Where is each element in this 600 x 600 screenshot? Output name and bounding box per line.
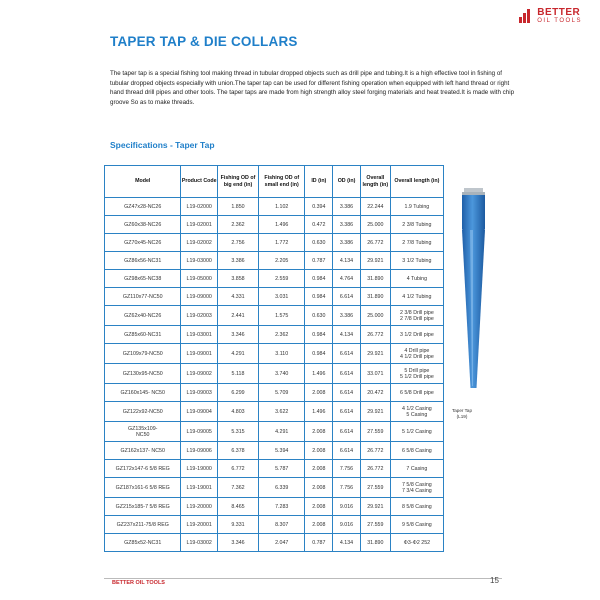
table-cell: GZ237x211-75/8 REG	[105, 516, 181, 534]
table-row	[105, 442, 444, 460]
table-cell: 2.362	[217, 216, 258, 234]
table-cell: 6.614	[333, 288, 361, 306]
table-cell: 3.346	[217, 534, 258, 552]
table-cell: 26.772	[360, 234, 390, 252]
footer-divider	[104, 578, 502, 579]
table-row	[105, 306, 444, 326]
table-cell: 2.008	[305, 422, 333, 442]
column-header: Model	[105, 166, 181, 198]
table-cell: 4.291	[217, 344, 258, 364]
table-cell: L19-05000	[181, 270, 218, 288]
table-row	[105, 364, 444, 384]
table-cell: GZ187x161-6 5/8 REG	[105, 478, 181, 498]
table-cell: 4 1/2 Tubing	[390, 288, 443, 306]
table-cell: 3.386	[333, 216, 361, 234]
column-header: ID (in)	[305, 166, 333, 198]
spec-title: Specifications - Taper Tap	[110, 140, 215, 150]
table-row	[105, 234, 444, 252]
table-cell: L19-02001	[181, 216, 218, 234]
table-cell: 29.921	[360, 252, 390, 270]
table-cell: 6.614	[333, 402, 361, 422]
table-cell: Φ3-Φ2 252	[390, 534, 443, 552]
table-cell: GZ85x60-NC31	[105, 326, 181, 344]
table-cell: 4.134	[333, 534, 361, 552]
table-cell: 5.787	[258, 460, 305, 478]
table-cell: L19-09002	[181, 364, 218, 384]
table-cell: 1.496	[305, 402, 333, 422]
table-cell: 3.110	[258, 344, 305, 364]
table-cell: 2.008	[305, 384, 333, 402]
table-cell: 3.386	[333, 306, 361, 326]
table-cell: 8.307	[258, 516, 305, 534]
table-cell: 6.299	[217, 384, 258, 402]
table-cell: 1.772	[258, 234, 305, 252]
table-cell: 6.614	[333, 442, 361, 460]
table-cell: 4 1/2 Casing 5 Casing	[390, 402, 443, 422]
table-cell: 0.984	[305, 270, 333, 288]
table-cell: 8 5/8 Casing	[390, 498, 443, 516]
table-row	[105, 288, 444, 306]
table-cell: 0.630	[305, 234, 333, 252]
table-row	[105, 326, 444, 344]
brand-logo	[519, 8, 582, 24]
table-cell: 2.008	[305, 516, 333, 534]
table-cell: 2.047	[258, 534, 305, 552]
page-title: TAPER TAP & DIE COLLARS	[110, 34, 298, 49]
table-cell: 7.756	[333, 478, 361, 498]
table-cell: 7.362	[217, 478, 258, 498]
table-cell: GZ98x65-NC38	[105, 270, 181, 288]
table-cell: 2 3/8 Drill pipe 2 7/8 Drill pipe	[390, 306, 443, 326]
table-cell: GZ110x77-NC50	[105, 288, 181, 306]
table-cell: 4.803	[217, 402, 258, 422]
table-cell: 7.283	[258, 498, 305, 516]
table-cell: 0.984	[305, 326, 333, 344]
table-cell: 3.386	[333, 234, 361, 252]
table-cell: 2.362	[258, 326, 305, 344]
table-row	[105, 384, 444, 402]
table-cell: 29.921	[360, 498, 390, 516]
table-cell: 22.244	[360, 198, 390, 216]
table-cell: 0.630	[305, 306, 333, 326]
table-cell: 7 5/8 Casing 7 3/4 Casing	[390, 478, 443, 498]
table-cell: 26.772	[360, 326, 390, 344]
table-cell: 6.614	[333, 364, 361, 384]
table-cell: L19-09005	[181, 422, 218, 442]
table-cell: L19-02003	[181, 306, 218, 326]
table-cell: 5.394	[258, 442, 305, 460]
table-row	[105, 216, 444, 234]
table-cell: L19-19001	[181, 478, 218, 498]
table-row	[105, 534, 444, 552]
table-cell: L19-09004	[181, 402, 218, 422]
table-cell: GZ122x92-NC50	[105, 402, 181, 422]
table-cell: GZ62x40-NC26	[105, 306, 181, 326]
table-cell: GZ109x79-NC50	[105, 344, 181, 364]
table-cell: 6.772	[217, 460, 258, 478]
intro-paragraph: The taper tap is a special fishing tool making thread in tubular dropped objects such as drill pipe and tubing.It is a high effective tool in fishing of tubular dropped objects especially with union.The taper tap can be used for different fishing operation when equipped with left hand thread or right hand thread drill pipes and other tools. The taper taps are made from high strength alloy steel forging materials and heat treated.It is made with chip groove So as to make threads.	[110, 70, 515, 106]
table-cell: 1.575	[258, 306, 305, 326]
table-cell: 7.756	[333, 460, 361, 478]
table-cell: 6 5/8 Casing	[390, 442, 443, 460]
table-cell: 0.394	[305, 198, 333, 216]
table-cell: 3.346	[217, 326, 258, 344]
page-number: 15	[490, 576, 499, 585]
brand-name: BETTER	[537, 7, 581, 18]
column-header: Overall length (in)	[390, 166, 443, 198]
table-cell: 3.386	[333, 198, 361, 216]
table-row	[105, 402, 444, 422]
table-row	[105, 498, 444, 516]
table-cell: 9 5/8 Casing	[390, 516, 443, 534]
table-cell: 0.984	[305, 288, 333, 306]
brand-sub: OIL TOOLS	[537, 18, 582, 24]
table-cell: 5 1/2 Casing	[390, 422, 443, 442]
table-cell: 5 Drill pipe 5 1/2 Drill pipe	[390, 364, 443, 384]
table-row	[105, 478, 444, 498]
table-cell: 3 1/2 Drill pipe	[390, 326, 443, 344]
table-cell: 4.291	[258, 422, 305, 442]
table-cell: L19-02002	[181, 234, 218, 252]
table-cell: 29.921	[360, 402, 390, 422]
table-cell: 3 1/2 Tubing	[390, 252, 443, 270]
table-cell: 25.000	[360, 306, 390, 326]
table-cell: L19-20001	[181, 516, 218, 534]
table-cell: 0.472	[305, 216, 333, 234]
table-cell: 8.465	[217, 498, 258, 516]
table-cell: GZ172x147-6 5/8 REG	[105, 460, 181, 478]
table-cell: 33.071	[360, 364, 390, 384]
table-cell: GZ215x185-7 5/8 REG	[105, 498, 181, 516]
column-header: Product Code	[181, 166, 218, 198]
table-cell: 3.386	[217, 252, 258, 270]
table-row	[105, 344, 444, 364]
table-cell: 9.016	[333, 516, 361, 534]
table-cell: GZ160x145- NC50	[105, 384, 181, 402]
table-cell: L19-09003	[181, 384, 218, 402]
column-header: Overall length (in)	[360, 166, 390, 198]
table-cell: 4.134	[333, 326, 361, 344]
table-cell: 3.740	[258, 364, 305, 384]
table-cell: 31.890	[360, 534, 390, 552]
table-row	[105, 198, 444, 216]
table-cell: L19-02000	[181, 198, 218, 216]
table-cell: 27.559	[360, 516, 390, 534]
table-cell: 1.850	[217, 198, 258, 216]
column-header: OD (in)	[333, 166, 361, 198]
table-cell: 1.496	[305, 364, 333, 384]
table-cell: 2 7/8 Tubing	[390, 234, 443, 252]
table-cell: 6.614	[333, 384, 361, 402]
table-cell: L19-19000	[181, 460, 218, 478]
table-cell: GZ47x28-NC26	[105, 198, 181, 216]
table-cell: 3.858	[217, 270, 258, 288]
table-cell: 2.008	[305, 442, 333, 460]
table-cell: 3.622	[258, 402, 305, 422]
table-cell: 2.441	[217, 306, 258, 326]
table-cell: GZ85x52-NC31	[105, 534, 181, 552]
table-cell: GZ60x38-NC26	[105, 216, 181, 234]
table-cell: 4.331	[217, 288, 258, 306]
table-cell: 9.331	[217, 516, 258, 534]
table-row	[105, 252, 444, 270]
table-cell: 0.787	[305, 534, 333, 552]
table-cell: L19-03002	[181, 534, 218, 552]
column-header: Fishing OD of small end (in)	[258, 166, 305, 198]
table-row	[105, 516, 444, 534]
table-header-row	[105, 166, 444, 198]
table-cell: 2.008	[305, 478, 333, 498]
table-cell: 3.031	[258, 288, 305, 306]
table-cell: 2.008	[305, 498, 333, 516]
table-cell: 6.339	[258, 478, 305, 498]
table-cell: L19-03001	[181, 326, 218, 344]
logo-mark-icon	[519, 9, 533, 23]
table-cell: GZ130x95-NC50	[105, 364, 181, 384]
table-cell: 2.205	[258, 252, 305, 270]
table-cell: 0.787	[305, 252, 333, 270]
table-cell: L19-09001	[181, 344, 218, 364]
table-cell: 27.559	[360, 422, 390, 442]
table-cell: 5.118	[217, 364, 258, 384]
table-cell: GZ86x56-NC31	[105, 252, 181, 270]
table-cell: 4 Tubing	[390, 270, 443, 288]
table-cell: 1.9 Tubing	[390, 198, 443, 216]
table-cell: 6.614	[333, 422, 361, 442]
table-cell: 2.756	[217, 234, 258, 252]
table-cell: L19-03000	[181, 252, 218, 270]
table-row	[105, 270, 444, 288]
table-cell: 29.921	[360, 344, 390, 364]
table-cell: 31.890	[360, 288, 390, 306]
table-body	[105, 198, 444, 552]
table-cell: 26.772	[360, 442, 390, 460]
table-cell: L19-20000	[181, 498, 218, 516]
table-cell: GZ162x137- NC50	[105, 442, 181, 460]
table-cell: L19-09006	[181, 442, 218, 460]
table-cell: 6.614	[333, 344, 361, 364]
table-cell: 27.559	[360, 478, 390, 498]
table-cell: 25.000	[360, 216, 390, 234]
table-cell: 26.772	[360, 460, 390, 478]
table-cell: 6 5/8 Drill pipe	[390, 384, 443, 402]
table-cell: 0.984	[305, 344, 333, 364]
table-cell: L19-09000	[181, 288, 218, 306]
table-cell: 2.559	[258, 270, 305, 288]
table-cell: 31.890	[360, 270, 390, 288]
table-cell: 1.496	[258, 216, 305, 234]
table-row	[105, 460, 444, 478]
table-row	[105, 422, 444, 442]
table-cell: 9.016	[333, 498, 361, 516]
footer-brand: BETTER OIL TOOLS	[112, 580, 165, 586]
table-cell: 2.008	[305, 460, 333, 478]
table-cell: 20.472	[360, 384, 390, 402]
tool-caption: Taper Tap (L19)	[451, 408, 473, 419]
table-cell: GZ135x109- NC50	[105, 422, 181, 442]
table-cell: 1.102	[258, 198, 305, 216]
taper-tap-image	[452, 184, 497, 394]
table-cell: 4.134	[333, 252, 361, 270]
table-cell: 2 3/8 Tubing	[390, 216, 443, 234]
column-header: Fishing OD of big end (in)	[217, 166, 258, 198]
table-cell: 4.764	[333, 270, 361, 288]
table-cell: 5.709	[258, 384, 305, 402]
table-cell: 6.378	[217, 442, 258, 460]
spec-table	[104, 165, 444, 552]
table-cell: 4 Drill pipe 4 1/2 Drill pipe	[390, 344, 443, 364]
table-cell: GZ70x45-NC26	[105, 234, 181, 252]
table-cell: 7 Casing	[390, 460, 443, 478]
table-cell: 5.315	[217, 422, 258, 442]
